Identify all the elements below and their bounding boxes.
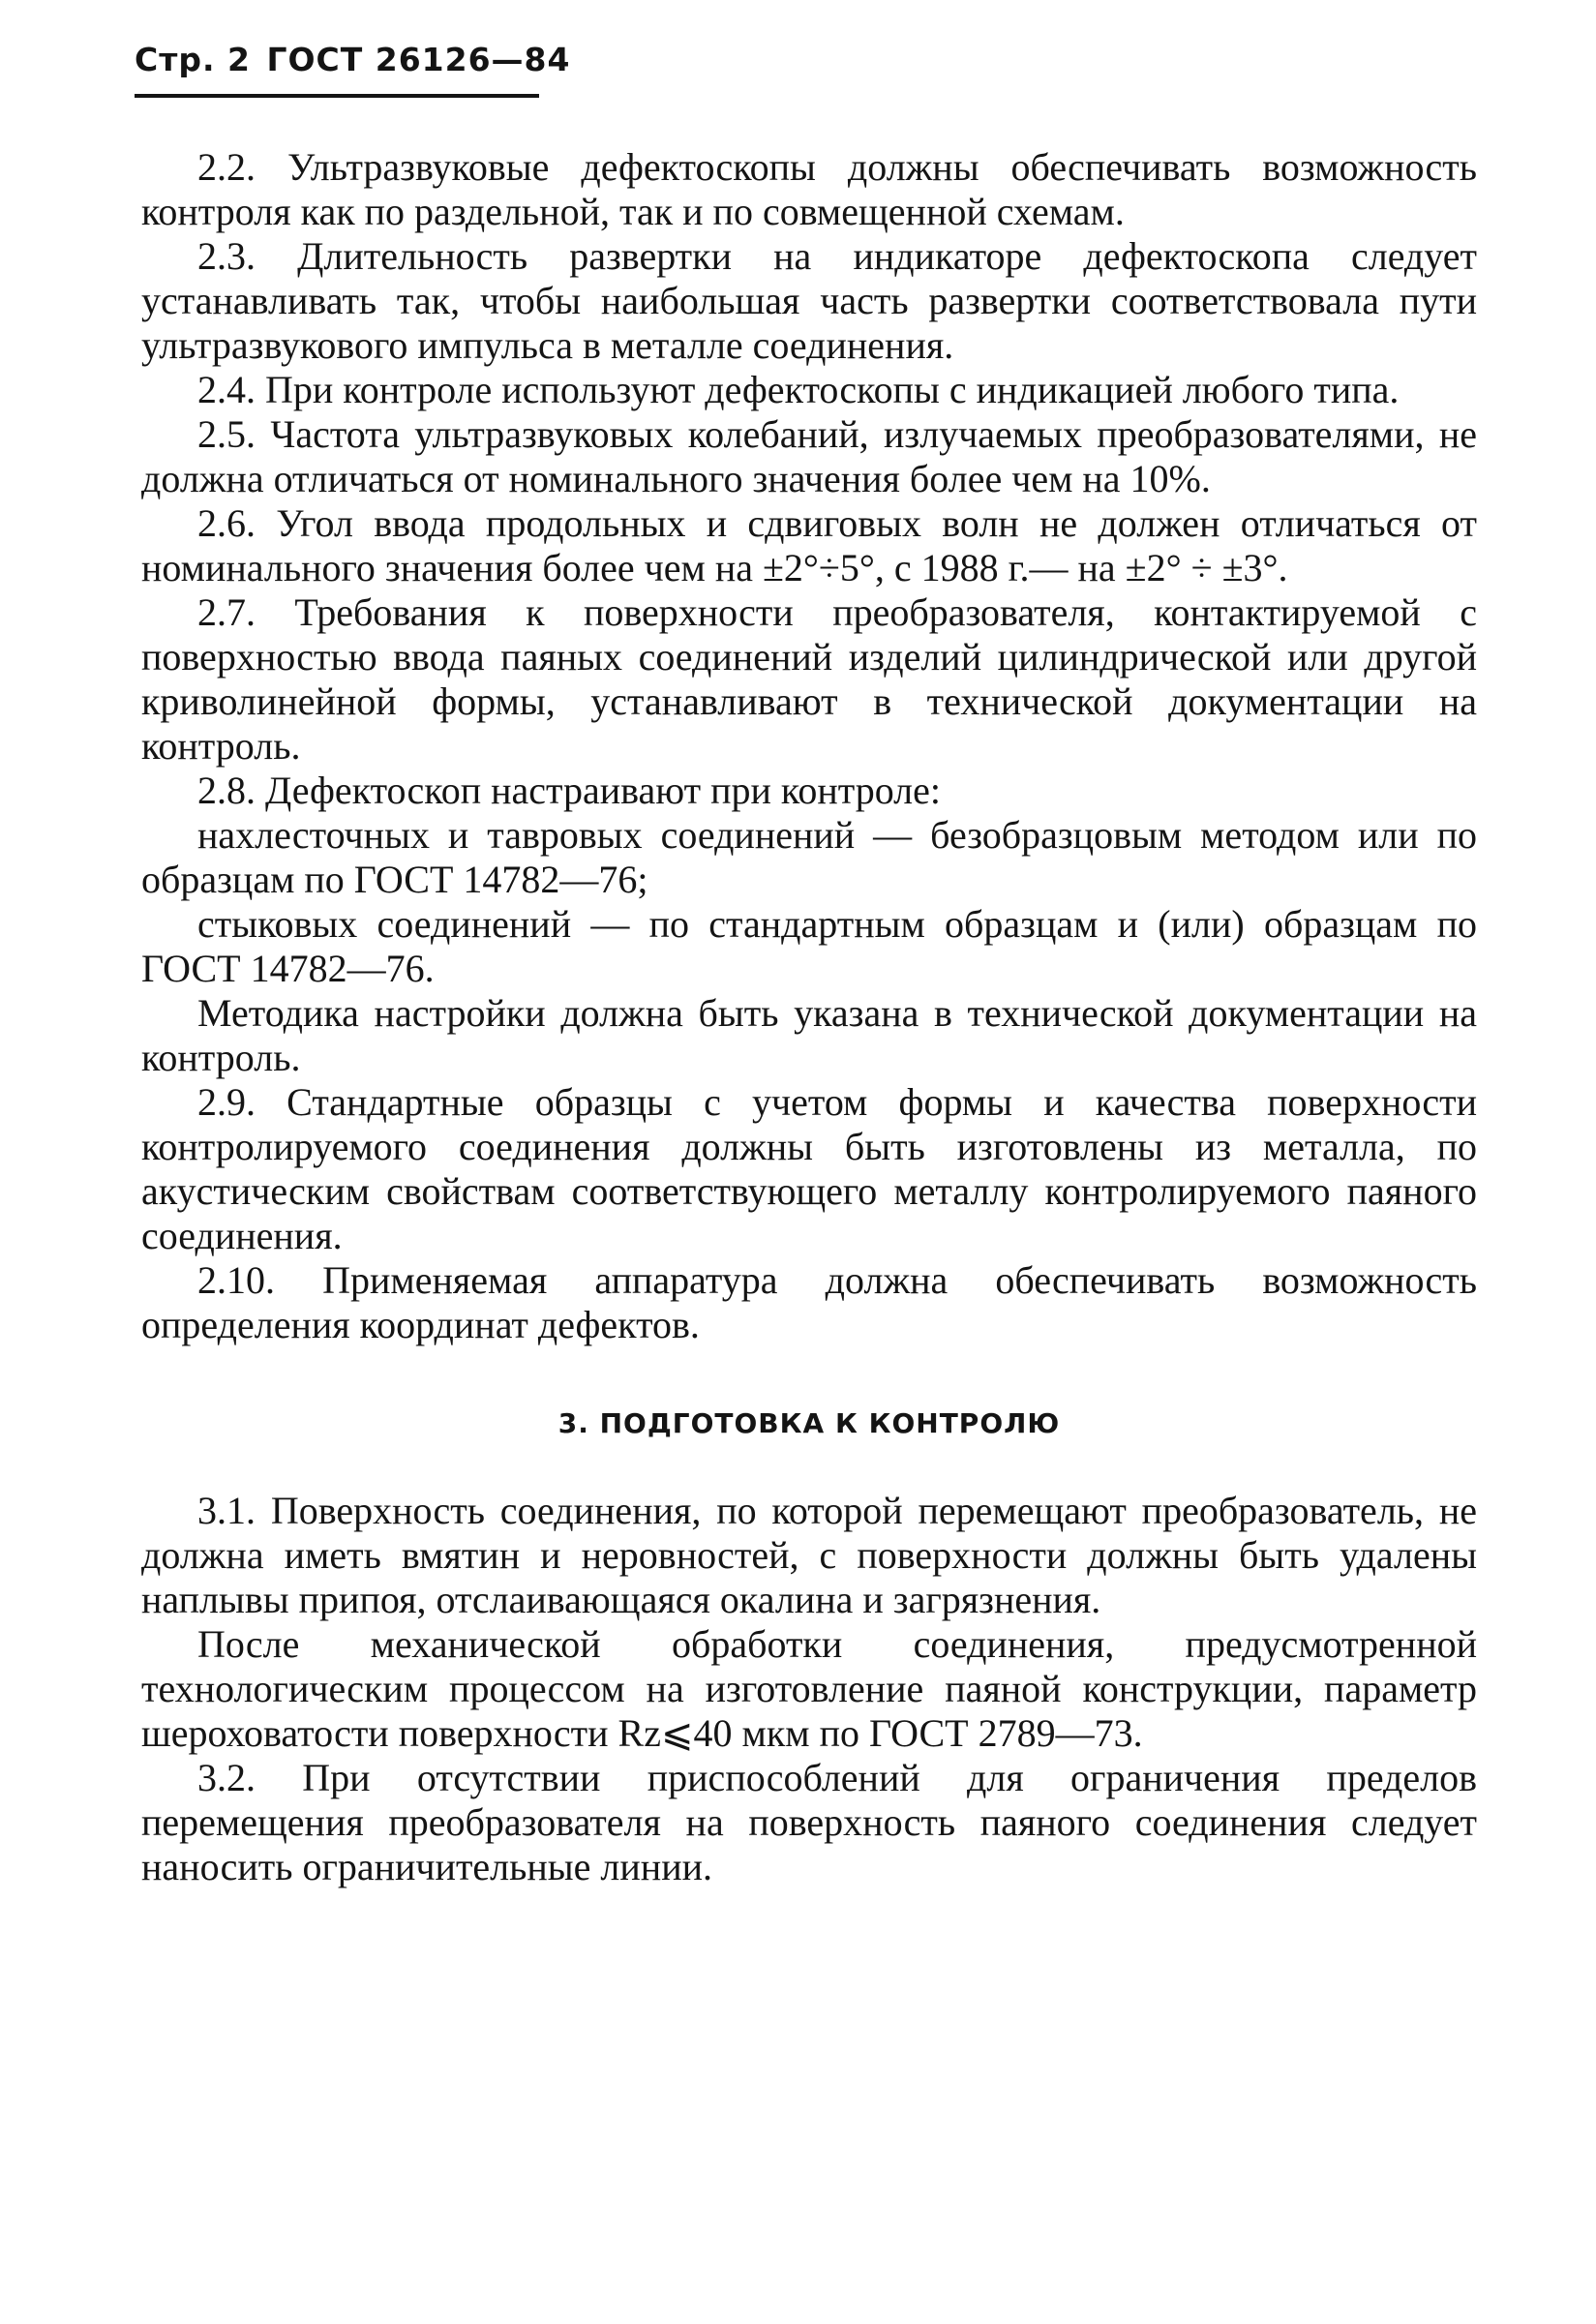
paragraph-3-1: 3.1. Поверхность соединения, по которой перемещают преобразователь, не должна иметь вмятин и неровностей, с поверхности должны быть удалены наплывы припоя, отслаивающаяся окалина и загрязнения. <box>141 1489 1477 1621</box>
document-body <box>141 145 1477 1889</box>
paragraph-3-2: 3.2. При отсутствии приспособлений для ограничения пределов перемещения преобразователя на поверхность паяного соединения следует наносить ограничительные линии. <box>141 1756 1477 1888</box>
paragraph-2-9: 2.9. Стандартные образцы с учетом формы и качества поверхности контролируемого соединения должны быть изготовлены из металла, по акустическим свойствам соответствующего металлу контролируемого паяного соединения. <box>141 1080 1477 1257</box>
header-underline <box>135 94 539 98</box>
paragraph-2-8-method: Методика настройки должна быть указана в технической документации на контроль. <box>141 991 1477 1079</box>
page-number-label: Стр. 2 <box>135 41 251 78</box>
paragraph-2-5: 2.5. Частота ультразвуковых колебаний, излучаемых преобразователями, не должна отличаться от номинального значения более чем на 10%. <box>141 412 1477 500</box>
paragraph-2-2: 2.2. Ультразвуковые дефектоскопы должны обеспечивать возможность контроля как по раздельной, так и по совмещенной схемам. <box>141 145 1477 233</box>
paragraph-2-10: 2.10. Применяемая аппаратура должна обеспечивать возможность определения координат дефектов. <box>141 1258 1477 1346</box>
paragraph-3-1-roughness: После механической обработки соединения, предусмотренной технологическим процессом на изготовление паяной конструкции, параметр шероховатости поверхности Rz⩽40 мкм по ГОСТ 2789—73. <box>141 1622 1477 1755</box>
paragraph-2-3: 2.3. Длительность развертки на индикаторе дефектоскопа следует устанавливать так, чтобы наибольшая часть развертки соответствовала пути ультразвукового импульса в металле соединения. <box>141 234 1477 367</box>
paragraph-2-8-lap-joints: нахлесточных и тавровых соединений — безобразцовым методом или по образцам по ГОСТ 14782—76; <box>141 813 1477 901</box>
standard-designation: ГОСТ 26126—84 <box>266 41 571 78</box>
paragraph-2-4: 2.4. При контроле используют дефектоскопы с индикацией любого типа. <box>197 368 1400 411</box>
paragraph-2-8-butt-joints: стыковых соединений — по стандартным образцам и (или) образцам по ГОСТ 14782—76. <box>141 902 1477 990</box>
page-header <box>135 41 570 78</box>
paragraph-2-6: 2.6. Угол ввода продольных и сдвиговых волн не должен отличаться от номинального значения более чем на ±2°÷5°, с 1988 г.— на ±2° ÷ ±3°. <box>141 501 1477 589</box>
paragraph-2-8: 2.8. Дефектоскоп настраивают при контроле: <box>197 769 941 812</box>
section-3-title: 3. ПОДГОТОВКА К КОНТРОЛЮ <box>557 1407 1061 1439</box>
paragraph-2-7: 2.7. Требования к поверхности преобразователя, контактируемой с поверхностью ввода паяных соединений изделий цилиндрической или другой криволинейной формы, устанавливают в технической документации на контроль. <box>141 590 1477 768</box>
